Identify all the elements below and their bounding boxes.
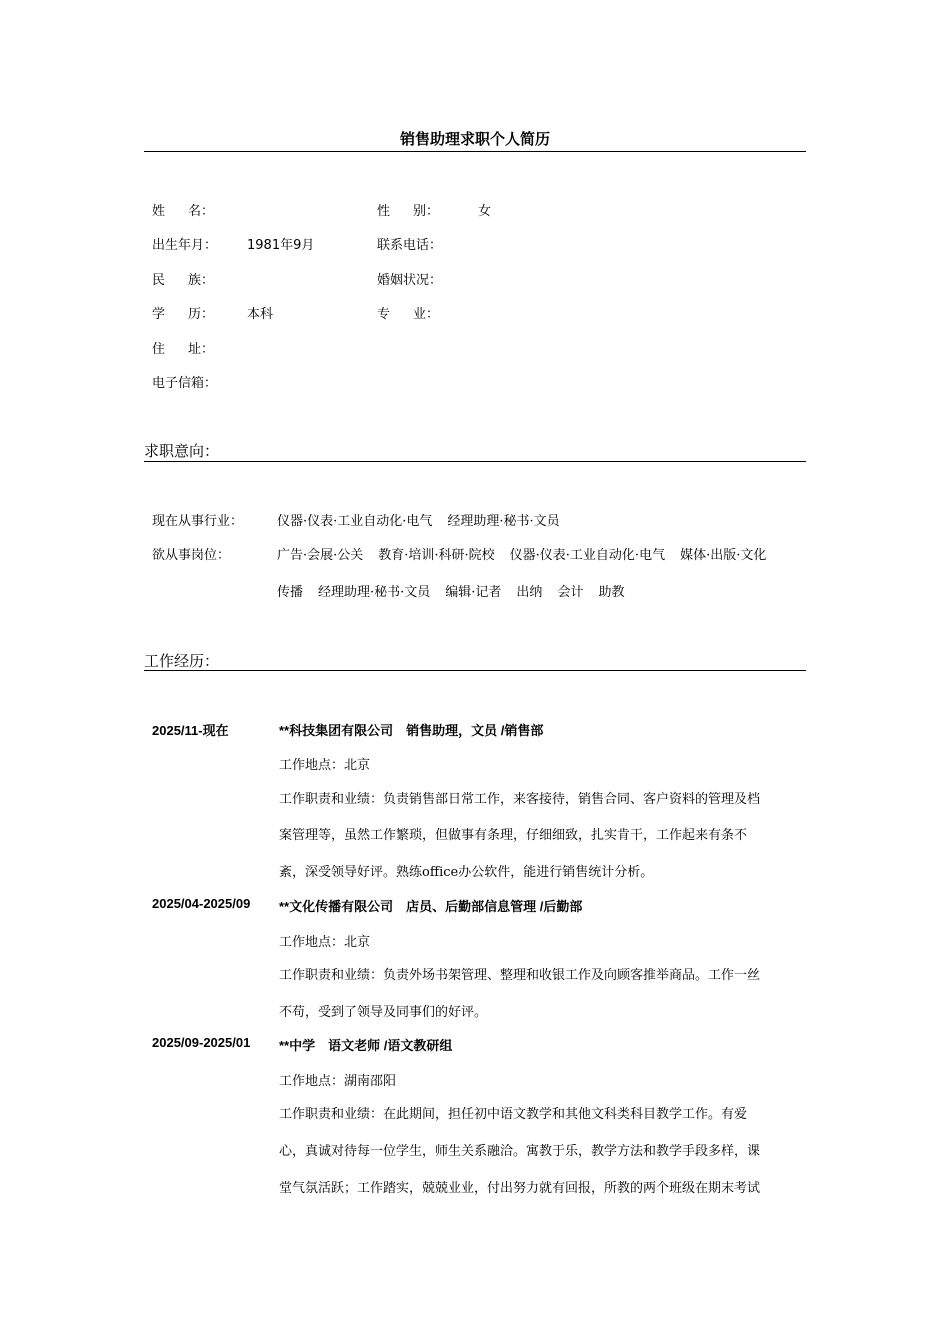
list-item: 媒体·出版·文化 bbox=[680, 548, 767, 563]
intent-section-title: 求职意向： bbox=[144, 442, 220, 460]
document-title: 销售助理求职个人简历 bbox=[399, 130, 550, 148]
work-rule bbox=[144, 670, 806, 671]
current-industry-list bbox=[277, 510, 575, 529]
title-rule bbox=[144, 151, 806, 152]
email-label: 电子信箱： bbox=[152, 376, 218, 391]
name-label: 姓 名： bbox=[152, 204, 214, 219]
job-duty-line: 工作职责和业绩：负责外场书架管理、整理和收银工作及向顾客推举商品。工作一丝 bbox=[279, 968, 761, 983]
desired-position-line-1 bbox=[277, 544, 766, 563]
marital-label: 婚姻状况： bbox=[377, 273, 443, 288]
gender-label: 性 别： bbox=[377, 204, 439, 219]
list-item: 经理助理·秘书·文员 bbox=[447, 514, 560, 529]
list-item: 仪器·仪表·工业自动化·电气 bbox=[509, 548, 666, 563]
list-item: 广告·会展·公关 bbox=[277, 548, 364, 563]
job-heading: **中学 语文老师 /语文教研组 bbox=[279, 1038, 453, 1053]
job-date: 2025/04-2025/09 bbox=[152, 896, 251, 911]
desired-position-line-2 bbox=[277, 581, 639, 600]
education-value: 本科 bbox=[247, 307, 274, 322]
job-duty-line: 紊，深受领导好评。熟练office办公软件，能进行销售统计分析。 bbox=[279, 865, 654, 880]
job-date: 2025/09-2025/01 bbox=[152, 1035, 251, 1050]
major-label: 专 业： bbox=[377, 307, 439, 322]
list-item: 编辑·记者 bbox=[445, 585, 502, 600]
gender-value: 女 bbox=[478, 204, 492, 219]
job-location: 工作地点：北京 bbox=[279, 758, 371, 773]
education-label: 学 历： bbox=[152, 307, 214, 322]
current-industry-label: 现在从事行业： bbox=[152, 514, 244, 529]
job-duty-line: 工作职责和业绩：负责销售部日常工作，来客接待，销售合同、客户资料的管理及档 bbox=[279, 792, 761, 807]
job-duty-line: 案管理等，虽然工作繁琐，但做事有条理，仔细细致，扎实肯干，工作起来有条不 bbox=[279, 828, 748, 843]
job-heading: **科技集团有限公司 销售助理，文员 /销售部 bbox=[279, 723, 544, 738]
job-heading: **文化传播有限公司 店员、后勤部信息管理 /后勤部 bbox=[279, 899, 583, 914]
list-item: 仪器·仪表·工业自动化·电气 bbox=[277, 514, 433, 529]
list-item: 助教 bbox=[598, 585, 625, 600]
birth-label: 出生年月： bbox=[152, 238, 218, 253]
list-item: 会计 bbox=[557, 585, 584, 600]
ethnicity-label: 民 族： bbox=[152, 273, 214, 288]
intent-rule bbox=[144, 461, 806, 462]
job-duty-line: 不苟，受到了领导及同事们的好评。 bbox=[279, 1005, 488, 1020]
job-location: 工作地点：北京 bbox=[279, 935, 371, 950]
work-section-title: 工作经历： bbox=[144, 652, 220, 670]
list-item: 教育·培训·科研·院校 bbox=[378, 548, 495, 563]
address-label: 住 址： bbox=[152, 342, 214, 357]
job-location: 工作地点：湖南邵阳 bbox=[279, 1074, 397, 1089]
list-item: 经理助理·秘书·文员 bbox=[318, 585, 431, 600]
birth-value: 1981年9月 bbox=[247, 238, 315, 253]
desired-position-label: 欲从事岗位： bbox=[152, 548, 231, 563]
job-date: 2025/11-现在 bbox=[152, 723, 229, 738]
job-duty-line: 堂气氛活跃；工作踏实，兢兢业业，付出努力就有回报，所教的两个班级在期末考试 bbox=[279, 1181, 761, 1196]
phone-label: 联系电话： bbox=[377, 238, 443, 253]
job-duty-line: 工作职责和业绩：在此期间，担任初中语文教学和其他文科类科目教学工作。有爱 bbox=[279, 1107, 748, 1122]
list-item: 传播 bbox=[277, 585, 304, 600]
list-item: 出纳 bbox=[516, 585, 543, 600]
job-duty-line: 心，真诚对待每一位学生，师生关系融洽。寓教于乐，教学方法和教学手段多样，课 bbox=[279, 1144, 761, 1159]
